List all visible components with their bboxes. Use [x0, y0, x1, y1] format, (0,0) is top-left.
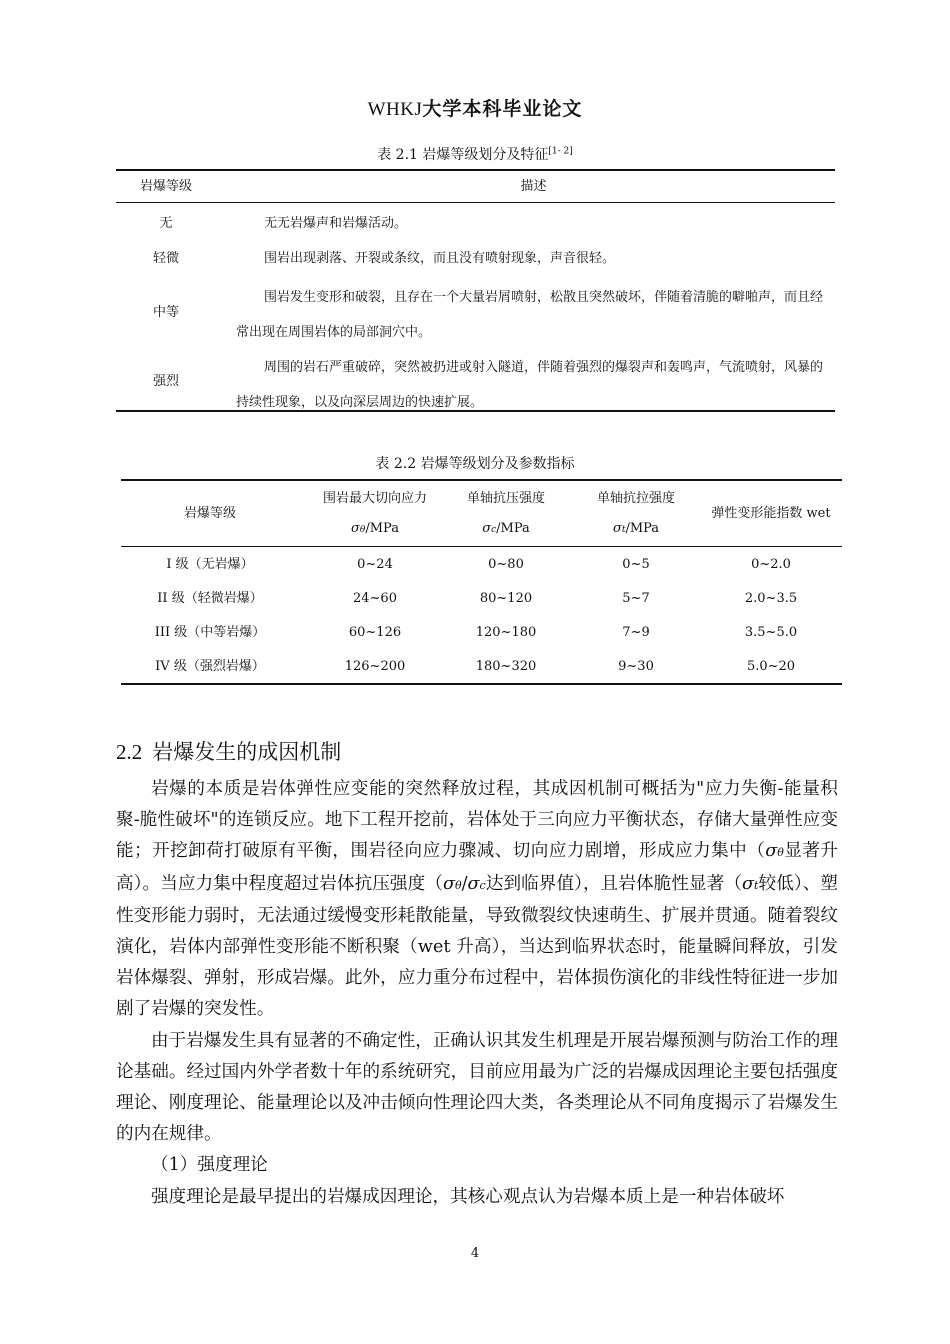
section-title: 岩爆发生的成因机制 [152, 740, 342, 764]
table1-row-level: 强烈 [152, 374, 179, 389]
table2-header-compressive-unit: σc/MPa [482, 521, 530, 536]
table2-cell: 80~120 [479, 591, 533, 606]
table2-cell: 60~126 [348, 625, 402, 640]
table2-header-tangential-unit: σθ/MPa [351, 521, 399, 536]
table1-row-desc: 围岩发生变形和破裂，且存在一个大量岩屑喷射，松散且突然破坏，伴随着清脆的噼啪声，而且经常出现在周围岩体的局部洞穴中。 [236, 290, 824, 340]
table1-row-level: 中等 [152, 305, 179, 320]
table2-header-rule [121, 546, 842, 547]
table2-cell: 3.5~5.0 [744, 625, 798, 640]
table1-header-rule [116, 202, 835, 203]
header-title: 大学本科毕业论文 [422, 98, 583, 120]
table1-bottom-rule [116, 410, 835, 412]
table2-cell: 0~24 [357, 557, 393, 572]
table2-header-tangential: 围岩最大切向应力 [322, 491, 427, 506]
table2-cell: 2.0~3.5 [744, 591, 798, 606]
page-number: 4 [470, 1246, 480, 1261]
table2-header-tensile: 单轴抗拉强度 [596, 491, 675, 506]
paragraph: 由于岩爆发生具有显著的不确定性，正确认识其发生机理是开展岩爆预测与防治工作的理论基础。经过国内外学者数十年的系统研究，目前应用最为广泛的岩爆成因理论主要包括强度理论、刚度理论、能量理论以及冲击倾向性理论四大类，各类理论从不同角度揭示了岩爆发生的内在规律。 [116, 1030, 838, 1145]
table2-cell: 0~80 [488, 557, 524, 572]
table1-row-desc: 周围的岩石严重破碎，突然被扔进或射入隧道，伴随着强烈的爆裂声和轰鸣声，气流喷射，风暴的持续性现象，以及向深层周边的快速扩展。 [236, 360, 824, 410]
table2-caption: 表 2.2 岩爆等级划分及参数指标 [375, 456, 575, 472]
body-text [116, 774, 838, 1213]
table2-header-compressive: 单轴抗压强度 [466, 491, 545, 506]
table2-cell: 120~180 [475, 625, 537, 640]
running-header [0, 94, 950, 121]
table2-cell: 180~320 [475, 659, 537, 674]
header-latin: WHKJ [367, 99, 423, 120]
table2-header-wet: 弹性变形能指数 wet [711, 506, 831, 521]
table1-caption-ref: [1- 2] [548, 146, 573, 157]
table1-caption: 表 2.1 岩爆等级划分及特征[1- 2] [377, 146, 573, 163]
table2-cell: III 级（中等岩爆） [154, 625, 266, 640]
paragraph: 岩爆的本质是岩体弹性应变能的突然释放过程，其成因机制可概括为"应力失衡-能量积聚-脆性破坏"的连锁反应。地下工程开挖前，岩体处于三向应力平衡状态，存储大量弹性应变能；开挖卸荷打破原有平衡，围岩径向应力骤减、切向应力剧增，形成应力集中（σθ显著升高）。当应力集中程度超过岩体抗压强度（σθ/σc达到临界值），且岩体脆性显著（σt较低）、塑性变形能力弱时，无法通过缓慢变形耗散能量，导致微裂纹快速萌生、扩展并贯通。随着裂纹演化，岩体内部弹性变形能不断积聚（wet 升高），当达到临界状态时，能量瞬间释放，引发岩体爆裂、弹射，形成岩爆。此外，应力重分布过程中，岩体损伤演化的非线性特征进一步加剧了岩爆的突发性。 [116, 779, 839, 1020]
table1-header-level: 岩爆等级 [139, 179, 192, 194]
table2-cell: I 级（无岩爆） [166, 557, 254, 572]
section-heading [116, 736, 341, 766]
table2-cell: II 级（轻微岩爆） [157, 591, 263, 606]
table1-top-rule [116, 169, 835, 171]
table2-top-rule [121, 479, 842, 481]
table2-cell: IV 级（强烈岩爆） [155, 659, 265, 674]
table2-header-level: 岩爆等级 [183, 506, 236, 521]
subsection-heading: （1）强度理论 [151, 1155, 268, 1176]
table-rockburst-features [116, 169, 835, 412]
table2-cell: 126~200 [344, 659, 406, 674]
table1-row-desc: 无无岩爆声和岩爆活动。 [264, 216, 408, 231]
table1-header-desc: 描述 [520, 179, 547, 194]
table2-cell: 7~9 [622, 625, 650, 640]
table2-cell: 24~60 [353, 591, 397, 606]
table2-cell: 0~2.0 [751, 557, 791, 572]
table-rockburst-parameters [121, 479, 842, 685]
table1-row-level: 无 [159, 216, 173, 231]
table1-row-desc: 围岩出现剥落、开裂或条纹，而且没有喷射现象，声音很轻。 [264, 251, 616, 266]
table2-cell: 0~5 [622, 557, 650, 572]
table2-cell: 5~7 [622, 591, 650, 606]
table2-bottom-rule [121, 683, 842, 685]
table2-cell: 9~30 [618, 659, 654, 674]
section-number: 2.2 [116, 740, 143, 764]
paragraph: 强度理论是最早提出的岩爆成因理论，其核心观点认为岩爆本质上是一种岩体破坏 [151, 1186, 785, 1207]
table2-cell: 5.0~20 [746, 659, 796, 674]
table2-header-tensile-unit: σt/MPa [612, 521, 660, 536]
table1-row-level: 轻微 [152, 251, 179, 266]
